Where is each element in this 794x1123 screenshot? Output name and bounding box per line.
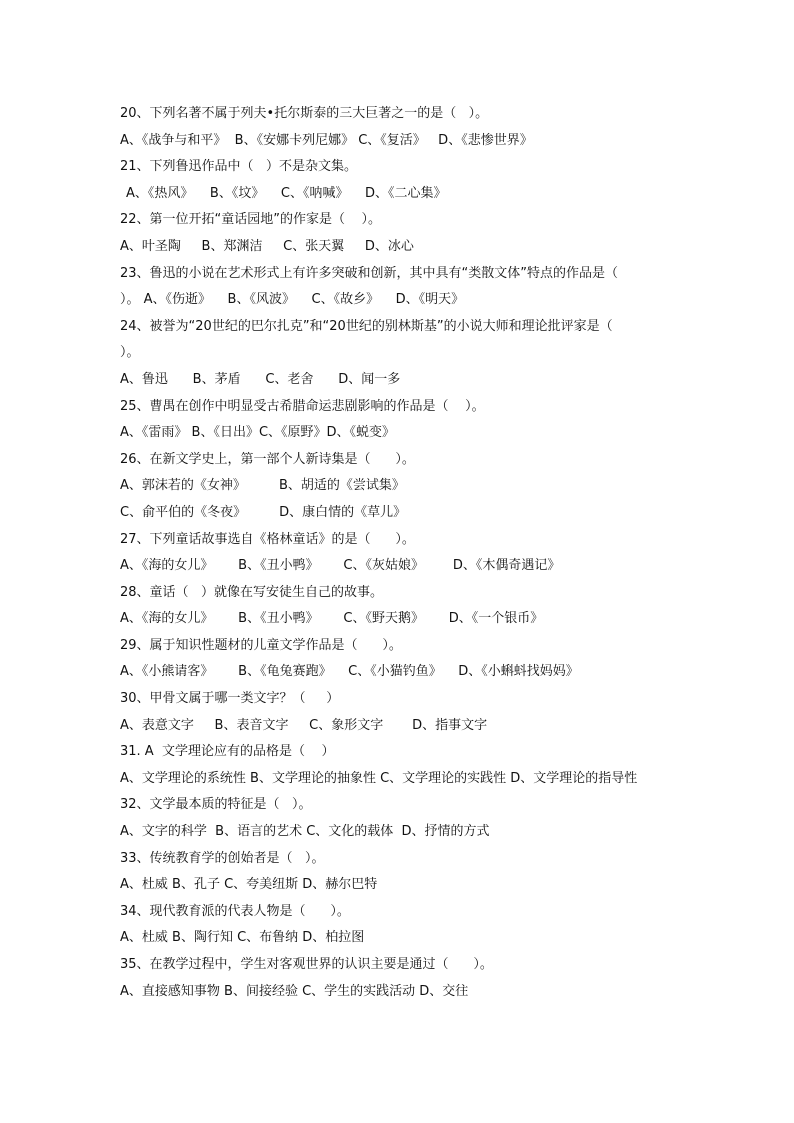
options-31: A、文学理论的系统性 B、文学理论的抽象性 C、文学理论的实践性 D、文学理论的指导性 <box>120 770 638 786</box>
question-30: 30、甲骨文属于哪一类文字？（ ） <box>120 691 340 707</box>
question-23: 23、鲁迅的小说在艺术形式上有许多突破和创新，其中具有“类散文体”特点的作品是（ <box>120 265 619 281</box>
question-34: 34、现代教育派的代表人物是（ ）。 <box>120 903 350 919</box>
options-30: A、表意文字 B、表音文字 C、象形文字 D、指事文字 <box>120 717 488 733</box>
question-24-continued: ）。 <box>120 345 140 361</box>
options-34: A、杜威 B、陶行知 C、布鲁纳 D、柏拉图 <box>120 930 365 946</box>
options-22: A、叶圣陶 B、郑渊洁 C、张天翼 D、冰心 <box>120 238 414 254</box>
options-20: A、《战争与和平》 B、《安娜卡列尼娜》 C、《复活》 D、《悲惨世界》 <box>120 132 533 148</box>
question-22: 22、第一位开拓“童话园地”的作家是（ ）。 <box>120 212 382 228</box>
options-26-ab: A、郭沫若的《女神》 B、胡适的《尝试集》 <box>120 478 405 494</box>
options-33: A、杜威 B、孔子 C、夸美纽斯 D、赫尔巴特 <box>120 877 378 893</box>
options-21: A、《热风》 B、《坟》 C、《呐喊》 D、《二心集》 <box>126 185 447 201</box>
options-27: A、《海的女儿》 B、《丑小鸭》 C、《灰姑娘》 D、《木偶奇遇记》 <box>120 558 561 574</box>
question-29: 29、属于知识性题材的儿童文学作品是（ ）。 <box>120 637 402 653</box>
question-33: 33、传统教育学的创始者是（ ）。 <box>120 850 325 866</box>
options-24: A、鲁迅 B、茅盾 C、老舍 D、闻一多 <box>120 371 401 387</box>
options-28: A、《海的女儿》 B、《丑小鸭》 C、《野天鹅》 D、《一个银币》 <box>120 611 544 627</box>
question-23-continued-options: ）。 A、《伤逝》 B、《风波》 C、《故乡》 D、《明天》 <box>120 292 465 308</box>
question-list <box>120 101 680 1005</box>
options-25: A、《雷雨》 B、《日出》C、《原野》D、《蜕变》 <box>120 425 396 441</box>
question-35: 35、在教学过程中，学生对客观世界的认识主要是通过（ ）。 <box>120 957 493 972</box>
question-31: 31. A 文学理论应有的品格是（ ） <box>120 744 335 760</box>
question-26: 26、在新文学史上，第一部个人新诗集是（ ）。 <box>120 451 415 467</box>
question-27: 27、下列童话故事选自《格林童话》的是（ ）。 <box>120 531 415 547</box>
options-35: A、直接感知事物 B、间接经验 C、学生的实践活动 D、交往 <box>120 983 469 999</box>
question-20: 20、下列名著不属于列夫•托尔斯泰的三大巨著之一的是（ ）。 <box>120 106 489 121</box>
question-24: 24、被誉为“20世纪的巴尔扎克”和“20世纪的别林斯基”的小说大师和理论批评家是（ <box>120 318 613 334</box>
question-32: 32、文学最本质的特征是（ ）。 <box>120 797 312 813</box>
options-26-cd: C、俞平伯的《冬夜》 D、康白情的《草儿》 <box>120 504 407 520</box>
options-29: A、《小熊请客》 B、《龟兔赛跑》 C、《小猫钓鱼》 D、《小蝌蚪找妈妈》 <box>120 664 579 680</box>
options-32: A、文字的科学 B、语言的艺术 C、文化的载体 D、抒情的方式 <box>120 824 490 840</box>
question-28: 28、童话（ ）就像在写安徒生自己的故事。 <box>120 584 383 600</box>
question-21: 21、下列鲁迅作品中（ ）不是杂文集。 <box>120 159 357 175</box>
question-25: 25、曹禺在创作中明显受古希腊命运悲剧影响的作品是（ ）。 <box>120 398 485 414</box>
